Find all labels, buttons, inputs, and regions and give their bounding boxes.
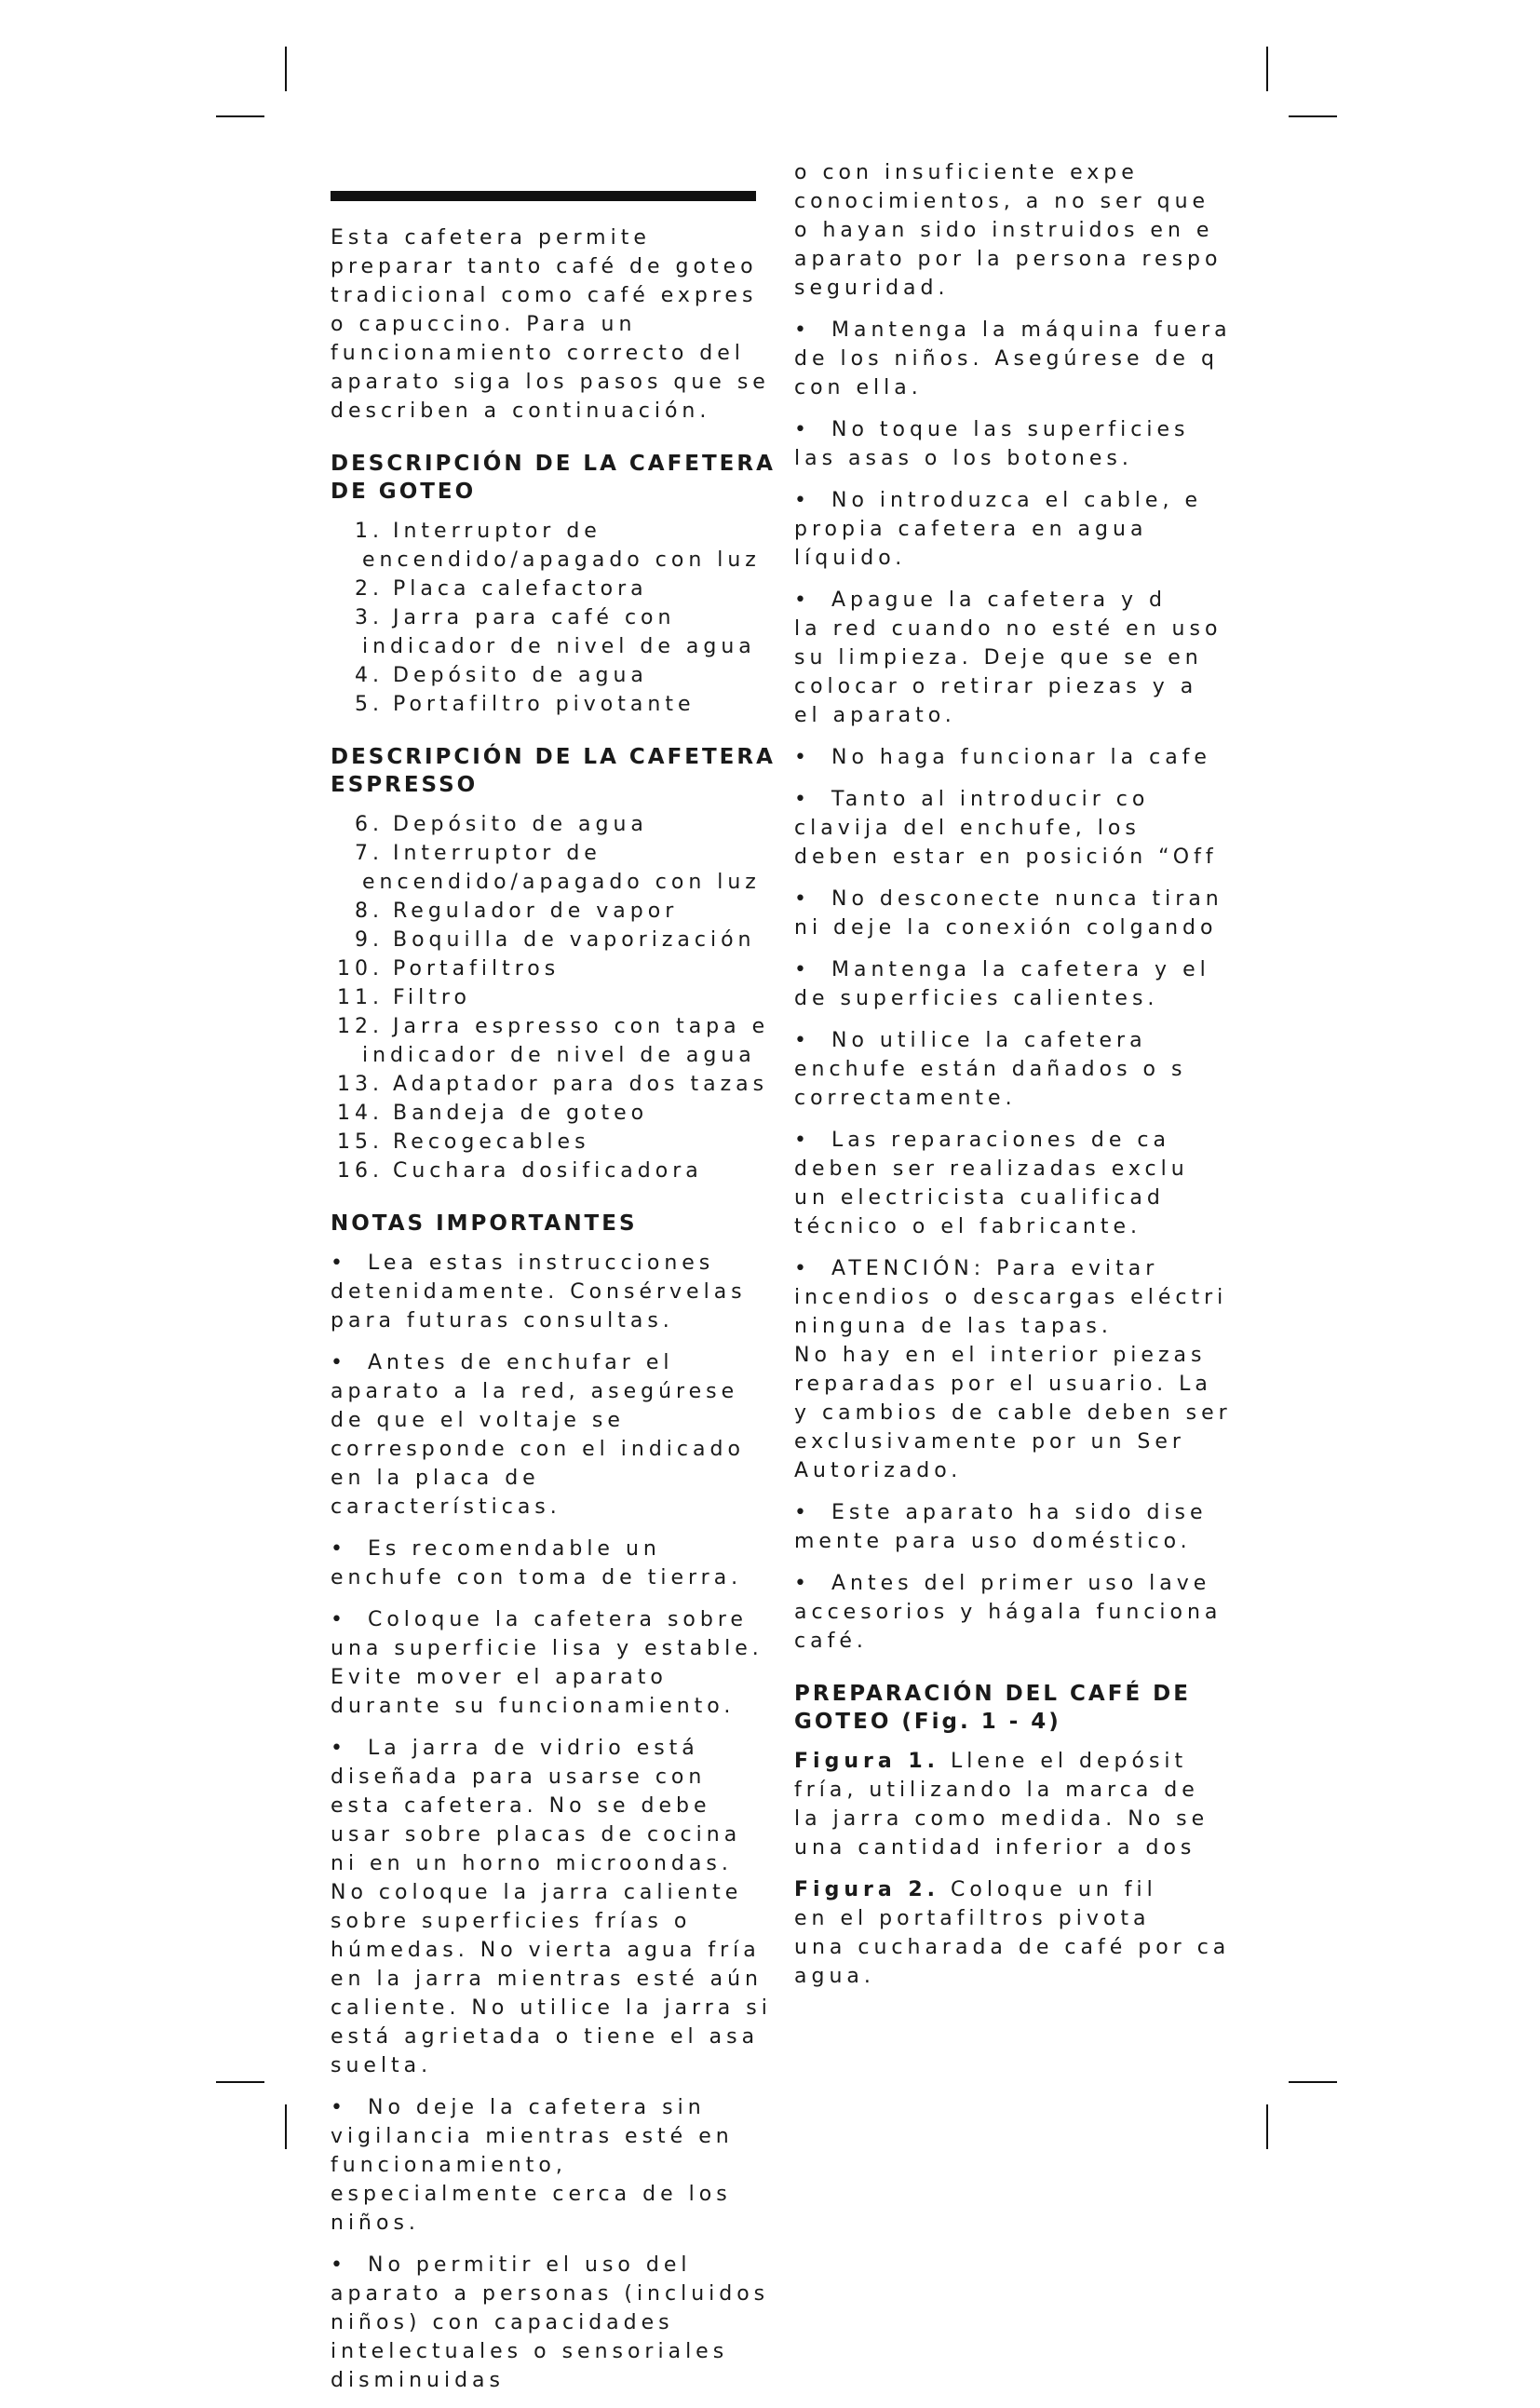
list-item	[331, 839, 777, 897]
prep-section-title: PREPARACIÓN DEL CAFÉ DE GOTEO (Fig. 1 - 4)	[794, 1682, 1191, 1734]
text-line: exclusivamente por un Ser	[794, 1430, 1185, 1454]
safety-bullet	[794, 1498, 1288, 1556]
item-number: 12.	[337, 1015, 384, 1038]
item-number: 4.	[355, 664, 384, 687]
item-number: 7.	[355, 842, 384, 865]
safety-bullet	[794, 743, 1288, 772]
item-text: Filtro	[393, 986, 471, 1009]
note-item: • La jarra de vidrio está diseñada para usarse con esta cafetera. No se debe usar sobre placas de cocina ni en un horno microondas. No coloque la jarra caliente sobre superficies frías o húmedas. No vierta agua fría en la jarra mientras esté aún caliente. No utilice la jarra si está agrietada o tiene el asa suelta.	[331, 1734, 777, 2080]
text-line: la jarra como medida. No se	[794, 1807, 1209, 1831]
item-number: 9.	[355, 928, 384, 952]
figure-text: Llene el depósit	[951, 1750, 1188, 1773]
text-line: una cantidad inferior a dos	[794, 1836, 1196, 1860]
left-column	[331, 223, 777, 2408]
item-text: Adaptador para dos tazas	[393, 1073, 769, 1096]
text-line: agua.	[794, 1965, 875, 1988]
item-text: Depósito de agua	[393, 813, 648, 836]
crop-mark-top-left	[216, 115, 264, 117]
text-line: o hayan sido instruidos en e	[794, 219, 1214, 242]
list-item	[331, 897, 777, 926]
text-line: • ATENCIÓN: Para evitar	[794, 1254, 1288, 1283]
crop-mark-top-right	[1266, 47, 1268, 91]
crop-mark-bottom-left	[216, 2081, 264, 2083]
text-line: conocimientos, a no ser que	[794, 190, 1210, 213]
item-text: Bandeja de goteo	[393, 1102, 649, 1125]
item-number: 11.	[337, 986, 384, 1009]
intro-paragraph: Esta cafetera permite preparar tanto café de goteo tradicional como café expres o capuccino. Para un funcionamiento correcto del aparato siga los pasos que se describen a continuación.	[331, 226, 770, 423]
text-line	[794, 1875, 1288, 1904]
figure-steps	[794, 1747, 1288, 1991]
item-number: 3.	[355, 606, 384, 629]
right-column	[794, 158, 1288, 2021]
note-item: • Antes de enchufar el aparato a la red, asegúrese de que el voltaje se corresponde con el indicado en la placa de características.	[331, 1348, 777, 1522]
crop-mark-bottom-left	[285, 2104, 287, 2149]
espresso-parts-list	[331, 810, 777, 1185]
text-line: aparato por la persona respo	[794, 248, 1223, 271]
safety-bullet	[794, 316, 1288, 402]
list-item	[331, 1012, 777, 1070]
notes-section-title: NOTAS IMPORTANTES	[331, 1211, 638, 1236]
safety-bullet	[794, 1569, 1288, 1656]
text-line: y cambios de cable deben ser	[794, 1401, 1232, 1425]
text-line: • Mantenga la máquina fuera	[794, 316, 1288, 345]
item-text: Placa calefactora	[393, 577, 648, 601]
text-line: deben ser realizadas exclu	[794, 1157, 1189, 1181]
text-line: una cucharada de café por ca	[794, 1936, 1231, 1959]
text-line: mente para uso doméstico.	[794, 1530, 1192, 1553]
text-line: líquido.	[794, 547, 907, 570]
notes-list	[331, 1249, 777, 2395]
item-number: 5.	[355, 693, 384, 716]
safety-bullet	[794, 955, 1288, 1013]
item-text: Interruptor de encendido/apagado con luz	[362, 520, 761, 572]
item-text: Jarra espresso con tapa e indicador de nivel de agua	[362, 1015, 770, 1067]
list-item	[331, 661, 777, 690]
text-line: No hay en el interior piezas	[794, 1344, 1207, 1367]
item-number: 10.	[337, 957, 384, 981]
text-line: café.	[794, 1630, 868, 1653]
text-line: • No toque las superficies	[794, 415, 1288, 444]
text-line: su limpieza. Deje que se en	[794, 646, 1203, 670]
note-item: • Es recomendable un enchufe con toma de tierra.	[331, 1535, 777, 1592]
text-line: • No desconecte nunca tiran	[794, 885, 1288, 913]
text-line: deben estar en posición “Off	[794, 846, 1218, 869]
figure-label: Figura 1.	[794, 1750, 939, 1773]
item-number: 14.	[337, 1102, 384, 1125]
figure-text: Coloque un fil	[951, 1878, 1157, 1901]
text-line: o con insuficiente expe	[794, 161, 1139, 184]
text-line: colocar o retirar piezas y a	[794, 675, 1198, 698]
safety-bullet	[794, 586, 1288, 730]
safety-bullet	[794, 415, 1288, 473]
safety-bullet	[794, 1126, 1288, 1241]
text-line: reparadas por el usuario. La	[794, 1373, 1212, 1396]
text-line: propia cafetera en agua	[794, 518, 1148, 541]
text-line: el aparato.	[794, 704, 956, 727]
note-item: • Lea estas instrucciones detenidamente. Consérvelas para futuras consultas.	[331, 1249, 777, 1335]
espresso-section-title: DESCRIPCIÓN DE LA CAFETERA ESPRESSO	[331, 745, 776, 797]
text-line: • Las reparaciones de ca	[794, 1126, 1288, 1155]
text-line: la red cuando no esté en uso	[794, 617, 1223, 641]
safety-bullets	[794, 316, 1288, 1656]
item-text: Portafiltro pivotante	[393, 693, 696, 716]
text-line: incendios o descargas eléctri	[794, 1286, 1228, 1309]
item-text: Boquilla de vaporización	[393, 928, 756, 952]
text-line: de los niños. Asegúrese de q	[794, 347, 1219, 371]
safety-bullet	[794, 486, 1288, 573]
item-number: 2.	[355, 577, 384, 601]
list-item	[331, 517, 777, 575]
text-line: seguridad.	[794, 277, 950, 300]
list-item	[331, 1157, 777, 1185]
list-item	[331, 810, 777, 839]
continued-paragraph	[794, 158, 1288, 303]
text-line: las asas o los botones.	[794, 447, 1133, 470]
item-text: Recogecables	[393, 1130, 590, 1154]
list-item	[331, 1128, 777, 1157]
text-line: Autorizado.	[794, 1459, 963, 1482]
note-item: • No permitir el uso del aparato a personas (incluidos niños) con capacidades intelectuales o sensoriales disminuidas	[331, 2251, 777, 2395]
item-number: 16.	[337, 1159, 384, 1183]
figure-step	[794, 1875, 1288, 1991]
item-text: Portafiltros	[393, 957, 561, 981]
item-number: 8.	[355, 900, 384, 923]
header-rule	[331, 191, 756, 201]
list-item	[331, 575, 777, 603]
crop-mark-top-right	[1289, 115, 1337, 117]
item-number: 1.	[355, 520, 384, 543]
drip-section-title: DESCRIPCIÓN DE LA CAFETERA DE GOTEO	[331, 452, 776, 504]
list-item	[331, 1099, 777, 1128]
text-line: • No haga funcionar la cafe	[794, 743, 1288, 772]
item-number: 13.	[337, 1073, 384, 1096]
text-line: enchufe están dañados o s	[794, 1058, 1187, 1081]
item-text: Jarra para café con indicador de nivel de agua	[362, 606, 756, 658]
list-item	[331, 926, 777, 954]
text-line: técnico o el fabricante.	[794, 1215, 1141, 1238]
list-item	[331, 1070, 777, 1099]
text-line: ni deje la conexión colgando	[794, 916, 1218, 940]
drip-parts-list	[331, 517, 777, 719]
item-text: Regulador de vapor	[393, 900, 679, 923]
item-text: Depósito de agua	[393, 664, 648, 687]
text-line: clavija del enchufe, los	[794, 817, 1141, 840]
safety-bullet	[794, 1254, 1288, 1485]
safety-bullet	[794, 885, 1288, 942]
item-number: 6.	[355, 813, 384, 836]
list-item	[331, 954, 777, 983]
text-line: con ella.	[794, 376, 923, 399]
figure-label: Figura 2.	[794, 1878, 939, 1901]
crop-mark-bottom-right	[1266, 2104, 1268, 2149]
text-line: • Apague la cafetera y d	[794, 586, 1288, 615]
figure-step	[794, 1747, 1288, 1862]
item-text: Interruptor de encendido/apagado con luz	[362, 842, 761, 894]
text-line: • Mantenga la cafetera y el	[794, 955, 1288, 984]
note-item: • Coloque la cafetera sobre una superficie lisa y estable. Evite mover el aparato durante su funcionamiento.	[331, 1605, 777, 1721]
list-item	[331, 983, 777, 1012]
note-item: • No deje la cafetera sin vigilancia mientras esté en funcionamiento, especialmente cerca de los niños.	[331, 2093, 777, 2238]
text-line: correctamente.	[794, 1087, 1017, 1110]
list-item	[331, 603, 777, 661]
text-line: accesorios y hágala funciona	[794, 1601, 1223, 1624]
safety-bullet	[794, 785, 1288, 872]
text-line: • Antes del primer uso lave	[794, 1569, 1288, 1598]
text-line: • No introduzca el cable, e	[794, 486, 1288, 515]
text-line	[794, 1747, 1288, 1776]
text-line: en el portafiltros pivota	[794, 1907, 1151, 1930]
text-line: ninguna de las tapas.	[794, 1315, 1113, 1338]
text-line: fría, utilizando la marca de	[794, 1779, 1199, 1802]
safety-bullet	[794, 1026, 1288, 1113]
text-line: • No utilice la cafetera	[794, 1026, 1288, 1055]
text-line: • Este aparato ha sido dise	[794, 1498, 1288, 1527]
crop-mark-bottom-right	[1289, 2081, 1337, 2083]
list-item	[331, 690, 777, 719]
text-line: un electricista cualificad	[794, 1186, 1165, 1210]
item-text: Cuchara dosificadora	[393, 1159, 703, 1183]
text-line: • Tanto al introducir co	[794, 785, 1288, 814]
text-line: de superficies calientes.	[794, 987, 1159, 1010]
crop-mark-top-left	[285, 47, 287, 91]
item-number: 15.	[337, 1130, 384, 1154]
